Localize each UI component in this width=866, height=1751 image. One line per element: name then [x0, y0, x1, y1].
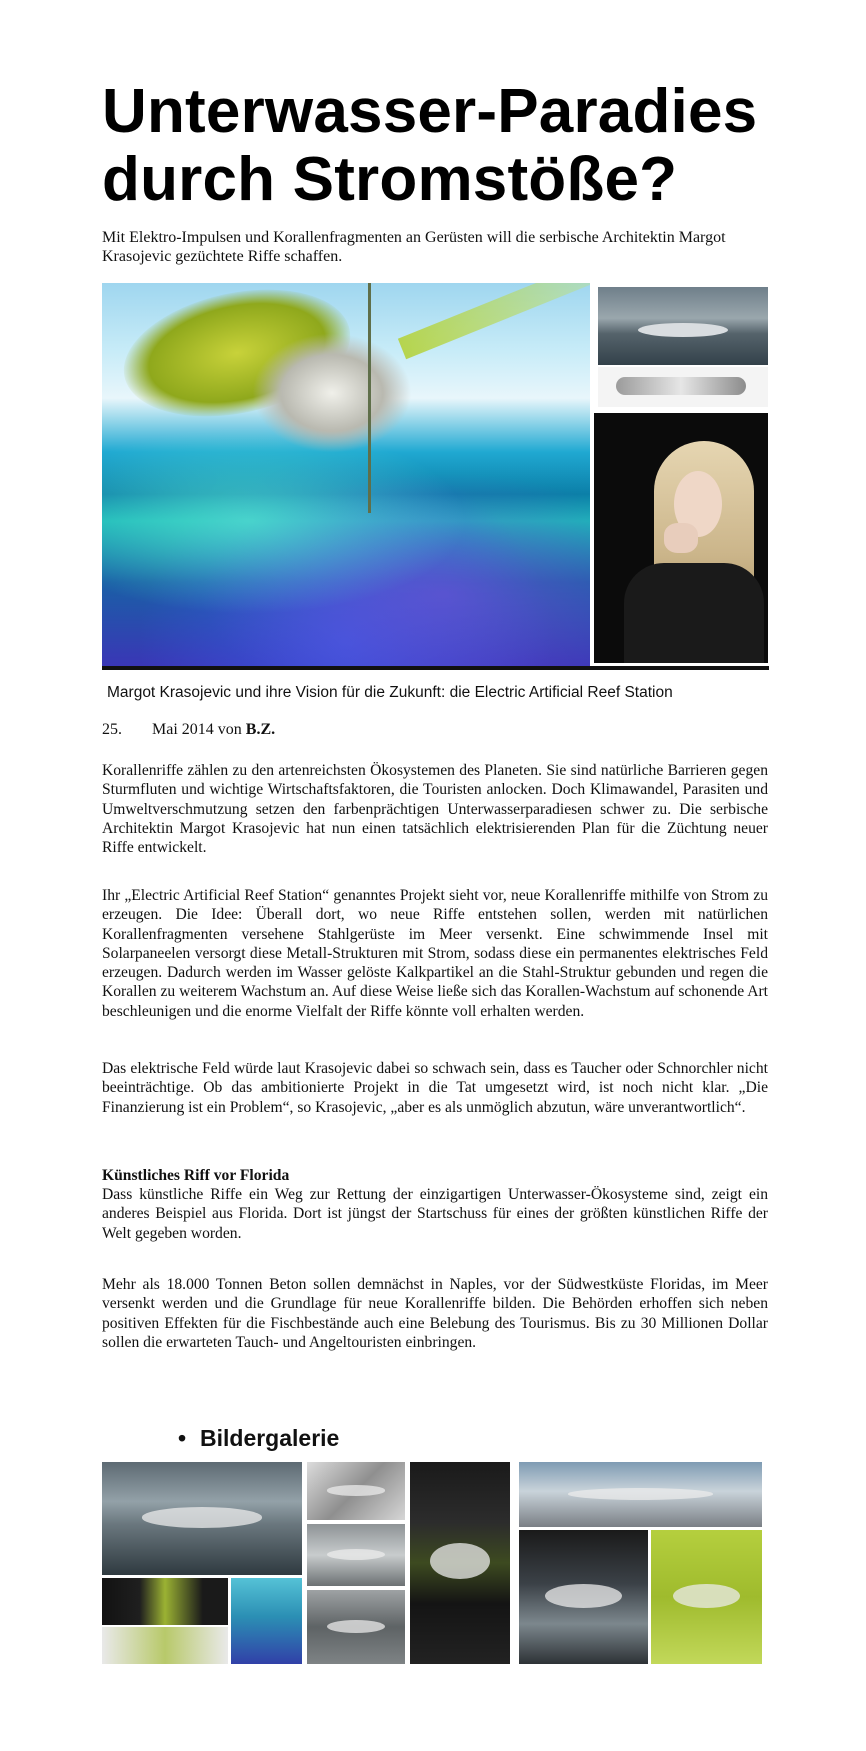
hero-image-block	[102, 283, 769, 669]
architect-portrait-image[interactable]	[594, 413, 768, 663]
gallery-image[interactable]	[307, 1524, 405, 1586]
gallery-heading-label[interactable]: Bildergalerie	[200, 1425, 340, 1451]
gallery-image[interactable]	[102, 1462, 302, 1575]
section-heading: Künstliches Riff vor Florida	[102, 1167, 290, 1184]
article-paragraph: Mehr als 18.000 Tonnen Beton sollen demnächst in Naples, vor der Südwestküste Floridas, im Meer versenkt werden und die Grundlage für neue Korallenriffe bilden. Die Behörden erhoffen sich neben positiven Effekten für die Fischbestände auch eine Belebung des Tourismus. Bis zu 30 Millionen Dollar sollen die erwarteten Tauch- und Angeltouristen einbringen.	[102, 1276, 768, 1351]
gallery-image[interactable]	[307, 1462, 405, 1520]
article-subtitle: Mit Elektro-Impulsen und Korallenfragmenten an Gerüsten will die serbische Architektin Margot Krasojevic gezüchtete Riffe schaffen.	[102, 229, 726, 265]
bullet-icon: •	[178, 1425, 187, 1451]
gallery-heading	[178, 1424, 339, 1452]
image-caption: Margot Krasojevic und ihre Vision für die Zukunft: die Electric Artificial Reef Station	[107, 684, 673, 701]
gallery-image[interactable]	[410, 1462, 510, 1664]
article-paragraph: Ihr „Electric Artificial Reef Station“ genanntes Projekt sieht vor, neue Korallenriffe mithilfe von Strom zu erzeugen. Die Idee: Überall dort, wo neue Riffe entstehen sollen, werden mit natürlichen Korallenfragmenten versehene Stahlgerüste im Meer versenkt. Eine schwimmende Insel mit Solarpaneelen versorgt diese Metall-Strukturen mit Strom, sodass diese ein permanentes elektrisches Feld erzeugen. Dadurch werden im Wasser gelöste Kalkpartikel an die Stahl-Struktur gebunden und regen die Korallen zu weiterem Wachstum an. Auf diese Weise ließe sich das Korallen-Wachstum auf schonende Art beschleunigen und die enorme Vielfalt der Riffe könnte voll erhalten werden.	[102, 887, 768, 1020]
gallery-image[interactable]	[519, 1462, 762, 1527]
date-day: 25.	[102, 721, 122, 738]
article-paragraph: Das elektrische Feld würde laut Krasojevic dabei so schwach sein, dass es Taucher oder Schnorchler nicht beeinträchtige. Ob das ambitionierte Projekt in die Tat umgesetzt wird, ist noch nicht klar. „Die Finanzierung ist ein Problem“, so Krasojevic, „aber es als unmöglich abzutun, wäre unverantwortlich“.	[102, 1060, 768, 1116]
article-title: Unterwasser-Paradies durch Stromstöße?	[102, 77, 758, 214]
gallery-image[interactable]	[519, 1530, 648, 1664]
reef-station-rendering-image[interactable]	[102, 283, 590, 667]
gallery-image[interactable]	[307, 1590, 405, 1664]
gallery-image[interactable]	[231, 1578, 302, 1664]
date-text: Mai 2014 von	[152, 721, 242, 738]
gallery-image[interactable]	[102, 1627, 228, 1664]
source-name: B.Z.	[245, 721, 276, 738]
gallery-image[interactable]	[651, 1530, 762, 1664]
gallery-image[interactable]	[102, 1578, 228, 1625]
image-divider	[102, 666, 769, 670]
article-paragraph: Korallenriffe zählen zu den artenreichsten Ökosystemen des Planeten. Sie sind natürliche Barrieren gegen Sturmfluten und wichtige Wirtschaftsfaktoren, die Touristen anlocken. Doch Klimawandel, Parasiten und Umweltverschmutzung setzen den farbenprächtigen Unterwasserparadiesen schwer zu. Die serbische Architektin Margot Krasojevic hat nun einen tatsächlich elektrisierenden Plan für die Züchtung neuer Riffe entwickelt.	[102, 762, 768, 857]
article-paragraph: Dass künstliche Riffe ein Weg zur Rettung der einzigartigen Unterwasser-Ökosysteme sind, zeigt ein anderes Beispiel aus Florida. Dort ist jüngst der Startschuss für eines der größten künstlichen Riffe der Welt gegeben worden.	[102, 1186, 768, 1242]
reef-station-thumbnail-image[interactable]	[598, 287, 768, 365]
dateline	[102, 720, 275, 739]
reef-station-side-view-image[interactable]	[598, 367, 768, 407]
